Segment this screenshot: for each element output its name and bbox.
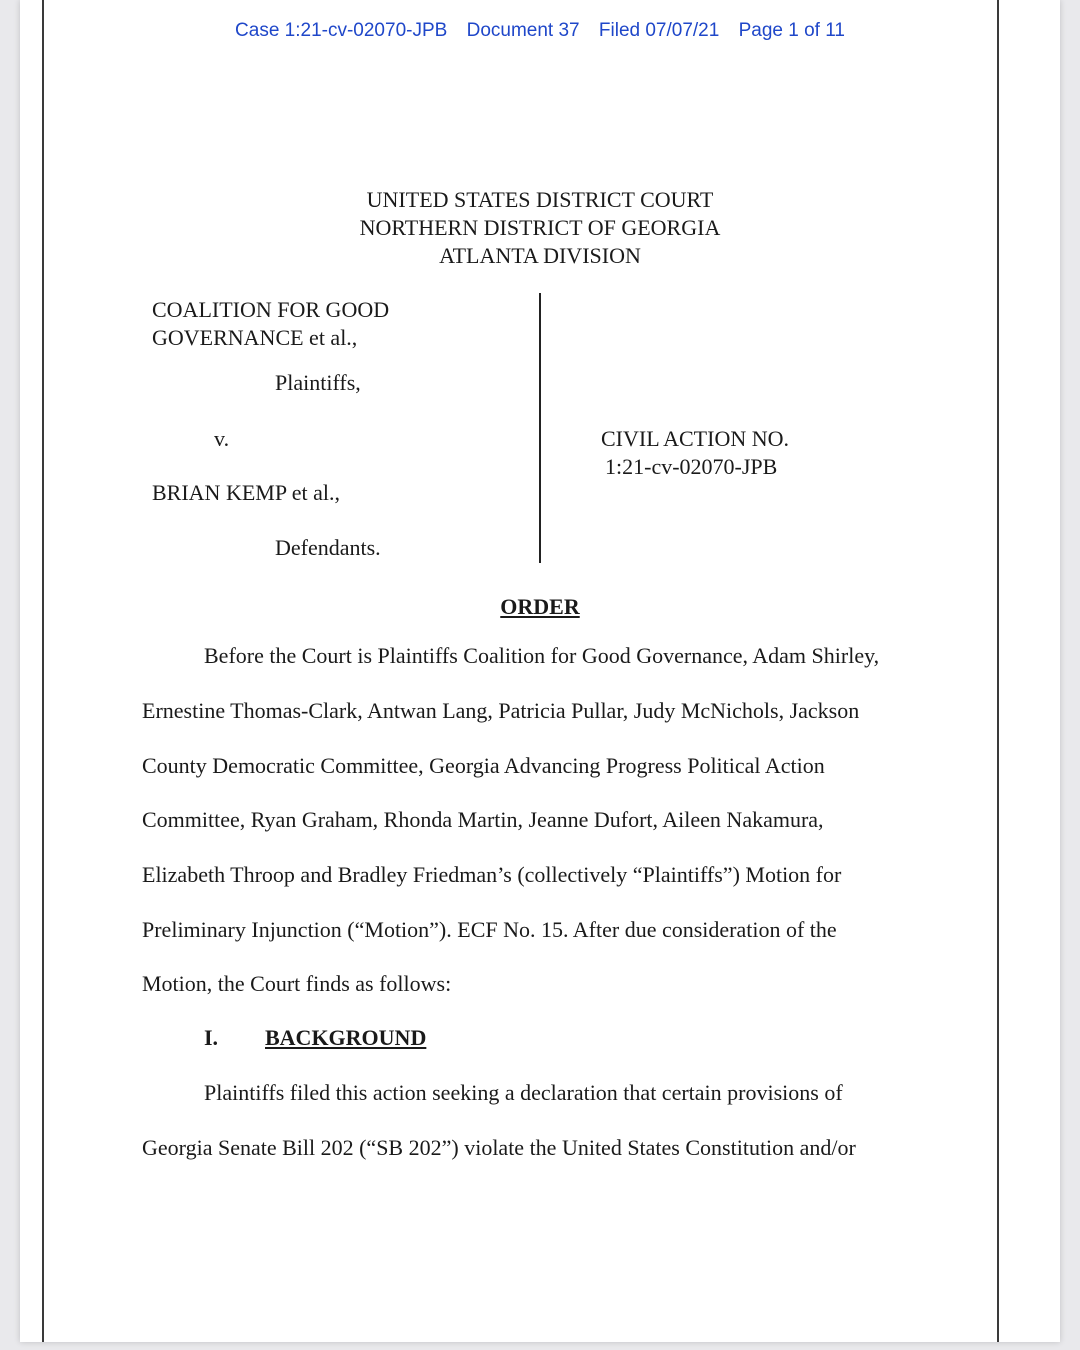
document-number: Document 37 [466,20,580,41]
defendants-label: Defendants. [275,535,381,560]
case-number: Case 1:21-cv-02070-JPB [235,20,448,41]
plaintiff-line-1: COALITION FOR GOOD [152,297,390,322]
court-line-3: ATLANTA DIVISION [439,243,641,268]
filing-header [0,20,1080,42]
civil-action-label: CIVIL ACTION NO. [601,426,789,451]
court-line-2: NORTHERN DISTRICT OF GEORGIA [359,215,721,240]
plaintiff-name [152,296,389,352]
body-line: Committee, Ryan Graham, Rhonda Martin, Jeanne Dufort, Aileen Nakamura, [142,807,824,832]
body-line: Motion, the Court finds as follows: [142,971,452,996]
background-line: Plaintiffs filed this action seeking a declaration that certain provisions of [204,1080,843,1105]
plaintiff-line-2: GOVERNANCE et al., [152,325,358,350]
filed-date: Filed 07/07/21 [598,20,720,41]
defendant-name: BRIAN KEMP et al., [152,480,341,505]
court-line-1: UNITED STATES DISTRICT COURT [366,187,714,212]
body-line: Ernestine Thomas-Clark, Antwan Lang, Patricia Pullar, Judy McNichols, Jackson [142,698,860,723]
section-number: I. [204,1025,219,1050]
body-line: Preliminary Injunction (“Motion”). ECF No. 15. After due consideration of the [142,917,837,942]
caption-divider [539,293,541,563]
page-count: Page 1 of 11 [738,20,845,41]
order-title: ORDER [500,594,580,619]
civil-action-value: 1:21-cv-02070-JPB [605,454,778,479]
body-line: County Democratic Committee, Georgia Advancing Progress Political Action [142,753,825,778]
versus: v. [214,426,230,451]
section-title: BACKGROUND [265,1025,427,1050]
plaintiffs-label: Plaintiffs, [275,370,361,395]
court-name [0,186,1080,270]
body-line: Before the Court is Plaintiffs Coalition for Good Governance, Adam Shirley, [204,643,880,668]
background-line: Georgia Senate Bill 202 (“SB 202”) violate the United States Constitution and/or [142,1135,856,1160]
civil-action-number [601,425,789,481]
body-line: Elizabeth Throop and Bradley Friedman’s (collectively “Plaintiffs”) Motion for [142,862,842,887]
